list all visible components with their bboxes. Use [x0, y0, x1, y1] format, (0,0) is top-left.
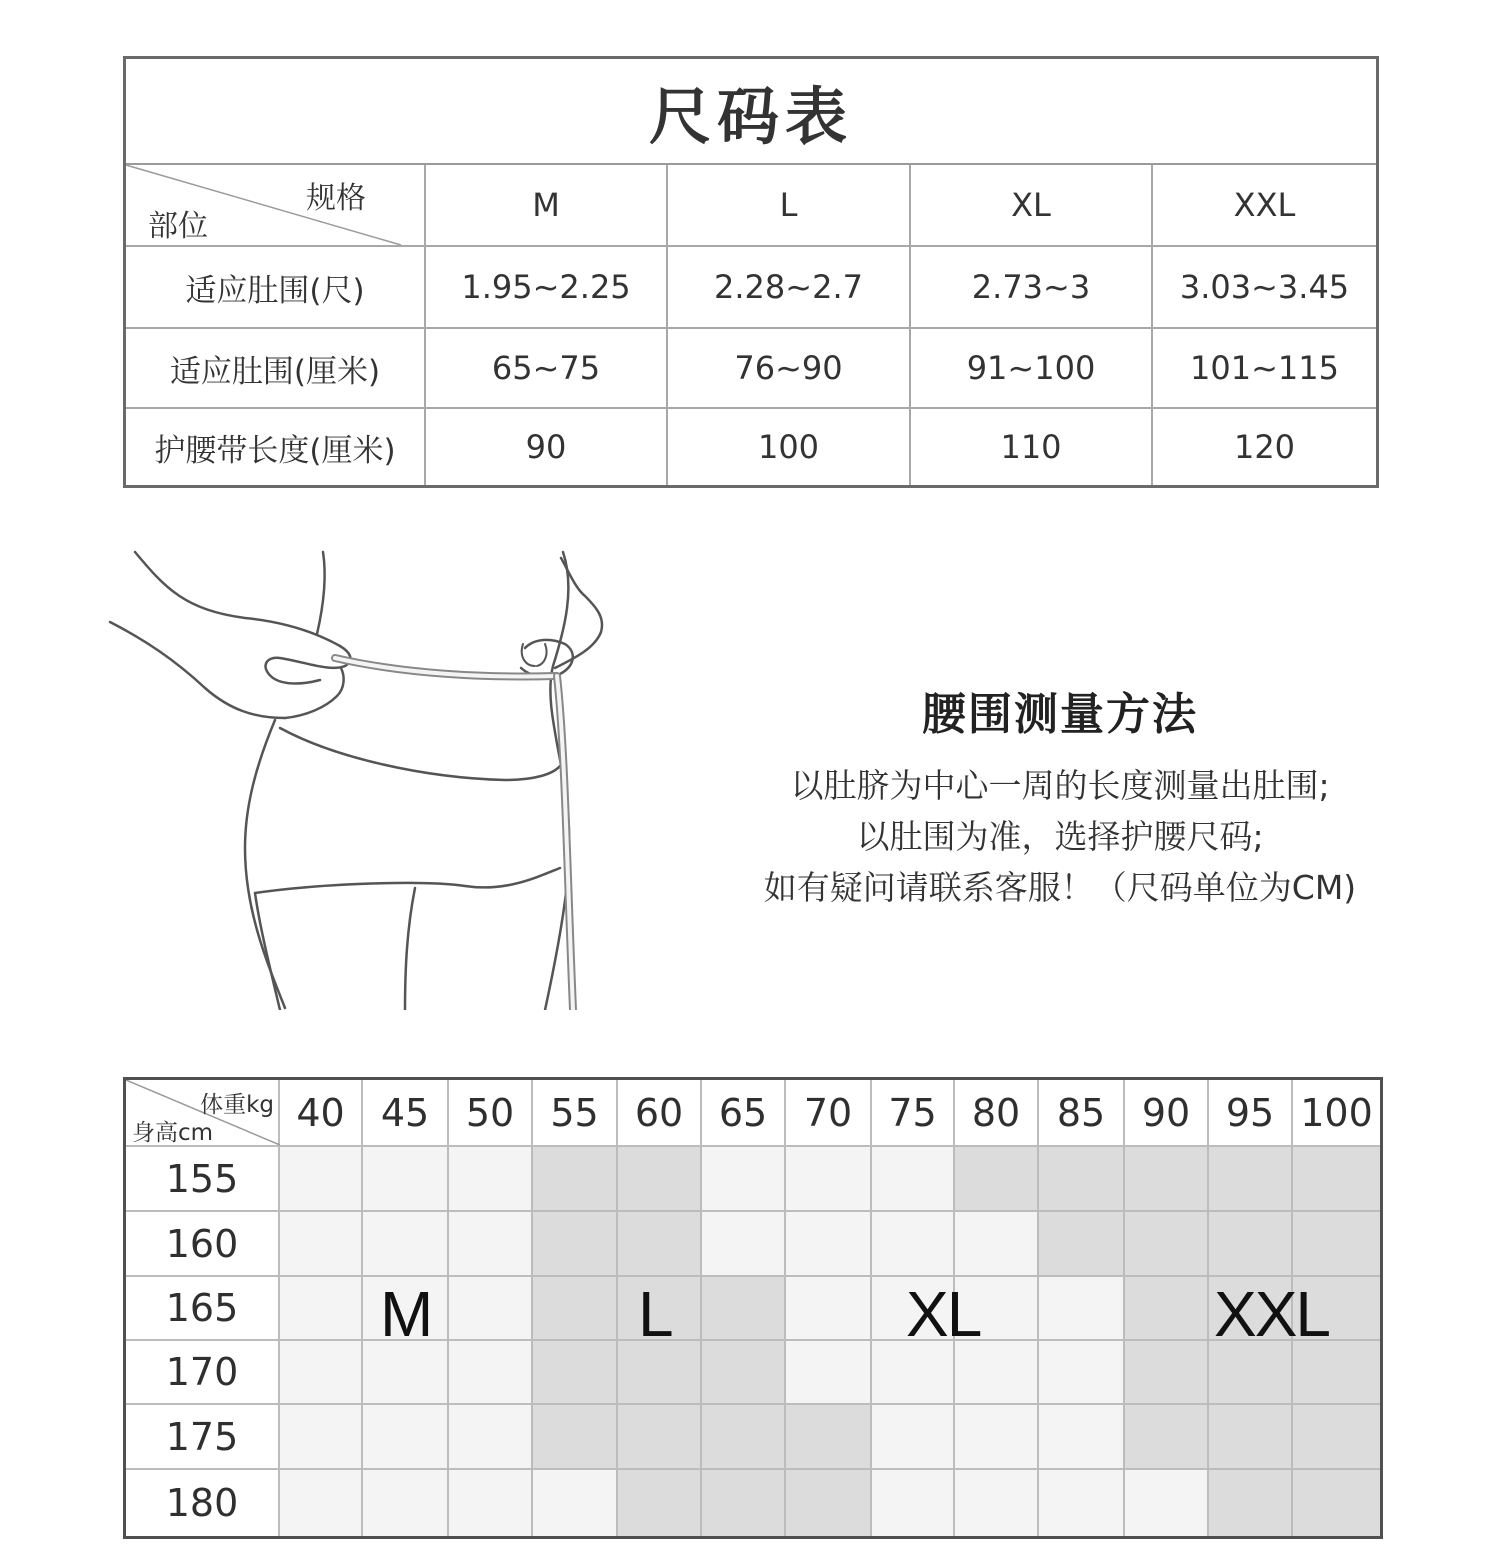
weight-header: 65 — [702, 1080, 786, 1147]
chart-cell — [955, 1147, 1039, 1212]
weight-header: 50 — [449, 1080, 533, 1147]
chart-cell — [533, 1405, 618, 1470]
weight-header: 70 — [786, 1080, 872, 1147]
table-cell: 76~90 — [668, 329, 911, 409]
chart-cell — [955, 1341, 1039, 1405]
height-row-header: 160 — [126, 1212, 280, 1277]
chart-cell — [449, 1341, 533, 1405]
height-row-header: 180 — [126, 1470, 280, 1536]
weight-header: 60 — [618, 1080, 702, 1147]
chart-cell — [618, 1470, 702, 1536]
table-cell: 2.28~2.7 — [668, 247, 911, 329]
weight-header: 40 — [280, 1080, 363, 1147]
chart-cell — [1125, 1341, 1209, 1405]
size-header-m: M — [426, 165, 668, 247]
chart-cell — [1125, 1212, 1209, 1277]
chart-cell — [1293, 1470, 1380, 1536]
chart-cell — [280, 1405, 363, 1470]
chart-cell — [449, 1212, 533, 1277]
weight-header: 80 — [955, 1080, 1039, 1147]
chart-cell — [702, 1341, 786, 1405]
chart-cell — [872, 1147, 955, 1212]
chart-cell — [1209, 1470, 1293, 1536]
table-cell: 3.03~3.45 — [1153, 247, 1376, 329]
chart-cell — [1293, 1212, 1380, 1277]
chart-cell — [786, 1212, 872, 1277]
chart-cell — [786, 1147, 872, 1212]
weight-header: 75 — [872, 1080, 955, 1147]
size-header-xxl: XXL — [1153, 165, 1376, 247]
size-header-l: L — [668, 165, 911, 247]
chart-cell — [449, 1277, 533, 1341]
chart-cell — [1125, 1147, 1209, 1212]
chart-cell — [363, 1147, 449, 1212]
size-label-m: M — [380, 1278, 432, 1350]
chart-cell — [1125, 1405, 1209, 1470]
chart-cell — [872, 1341, 955, 1405]
size-table-corner — [126, 165, 426, 247]
height-row-header: 170 — [126, 1341, 280, 1405]
chart-cell — [786, 1341, 872, 1405]
chart-cell — [533, 1212, 618, 1277]
chart-cell — [872, 1470, 955, 1536]
chart-cell — [702, 1277, 786, 1341]
chart-cell — [702, 1212, 786, 1277]
chart-cell — [280, 1147, 363, 1212]
size-label-l: L — [638, 1278, 672, 1350]
chart-cell — [786, 1405, 872, 1470]
height-row-header: 175 — [126, 1405, 280, 1470]
chart-cell — [618, 1212, 702, 1277]
chart-cell — [449, 1470, 533, 1536]
chart-cell — [1209, 1147, 1293, 1212]
chart-corner — [126, 1080, 280, 1147]
table-cell: 90 — [426, 409, 668, 485]
chart-cell — [872, 1212, 955, 1277]
chart-cell — [955, 1470, 1039, 1536]
chart-cell — [1039, 1470, 1125, 1536]
weight-header: 95 — [1209, 1080, 1293, 1147]
chart-cell — [363, 1212, 449, 1277]
chart-cell — [533, 1341, 618, 1405]
row-label-belt-length: 护腰带长度(厘米) — [126, 409, 426, 485]
chart-cell — [786, 1470, 872, 1536]
chart-cell — [363, 1405, 449, 1470]
method-title: 腰围测量方法 — [922, 689, 1198, 740]
size-table-title: 尺码表 — [126, 59, 1376, 165]
chart-cell — [1039, 1277, 1125, 1341]
size-label-xxl: XXL — [1214, 1278, 1329, 1350]
chart-cell — [955, 1405, 1039, 1470]
chart-cell — [1209, 1405, 1293, 1470]
chart-cell — [280, 1470, 363, 1536]
weight-header: 85 — [1039, 1080, 1125, 1147]
chart-cell — [280, 1277, 363, 1341]
chart-cell — [872, 1405, 955, 1470]
table-cell: 120 — [1233, 428, 1296, 466]
chart-cell — [1039, 1147, 1125, 1212]
chart-cell — [786, 1277, 872, 1341]
table-cell: 101~115 — [1153, 329, 1376, 409]
weight-header: 100 — [1293, 1080, 1380, 1147]
chart-cell — [363, 1470, 449, 1536]
size-header-xl: XL — [911, 165, 1153, 247]
chart-cell — [280, 1212, 363, 1277]
chart-cell — [1209, 1212, 1293, 1277]
table-cell: 1.95~2.25 — [426, 247, 668, 329]
weight-height-grid — [126, 1080, 1380, 1536]
chart-cell — [1125, 1470, 1209, 1536]
weight-header: 55 — [533, 1080, 618, 1147]
chart-cell — [533, 1470, 618, 1536]
weight-header: 45 — [363, 1080, 449, 1147]
height-row-header: 155 — [126, 1147, 280, 1212]
chart-cell — [1039, 1212, 1125, 1277]
corner-part-label: 部位 — [148, 209, 208, 244]
corner-height-label: 身高cm — [132, 1120, 214, 1146]
chart-cell — [1293, 1405, 1380, 1470]
table-cell: 65~75 — [426, 329, 668, 409]
table-cell: 100 — [668, 409, 911, 485]
chart-cell — [1039, 1405, 1125, 1470]
chart-cell — [955, 1212, 1039, 1277]
row-label-belly-cm: 适应肚围(厘米) — [126, 329, 426, 409]
chart-cell — [618, 1405, 702, 1470]
table-cell: 2.73~3 — [911, 247, 1153, 329]
waist-measuring-illustration — [105, 548, 675, 1010]
chart-cell — [702, 1470, 786, 1536]
chart-cell — [618, 1341, 702, 1405]
height-row-header: 165 — [126, 1277, 280, 1341]
size-label-xl: XL — [906, 1278, 981, 1350]
chart-cell — [1209, 1341, 1293, 1405]
chart-cell — [1125, 1277, 1209, 1341]
chart-cell — [533, 1277, 618, 1341]
chart-cell — [1039, 1341, 1125, 1405]
corner-spec-label: 规格 — [306, 181, 366, 216]
table-cell: 110 — [911, 409, 1153, 485]
chart-cell — [618, 1147, 702, 1212]
method-line: 如有疑问请联系客服！（尺码单位为CM) — [763, 868, 1357, 907]
chart-cell — [280, 1341, 363, 1405]
weight-height-chart — [123, 1077, 1383, 1539]
method-instructions — [700, 760, 1420, 913]
chart-cell — [1293, 1147, 1380, 1212]
chart-cell — [449, 1405, 533, 1470]
chart-cell — [702, 1147, 786, 1212]
weight-header: 90 — [1125, 1080, 1209, 1147]
size-table-grid — [126, 165, 1376, 485]
corner-weight-label: 体重kg — [200, 1092, 274, 1118]
chart-cell — [533, 1147, 618, 1212]
row-label-belly-chi: 适应肚围(尺) — [126, 247, 426, 329]
table-cell: 91~100 — [911, 329, 1153, 409]
method-line: 以肚脐为中心一周的长度测量出肚围; — [790, 766, 1330, 805]
size-table — [123, 56, 1379, 488]
chart-cell — [702, 1405, 786, 1470]
chart-cell — [363, 1341, 449, 1405]
chart-cell — [1293, 1341, 1380, 1405]
chart-cell — [449, 1147, 533, 1212]
method-line: 以肚围为准，选择护腰尺码; — [856, 817, 1264, 856]
